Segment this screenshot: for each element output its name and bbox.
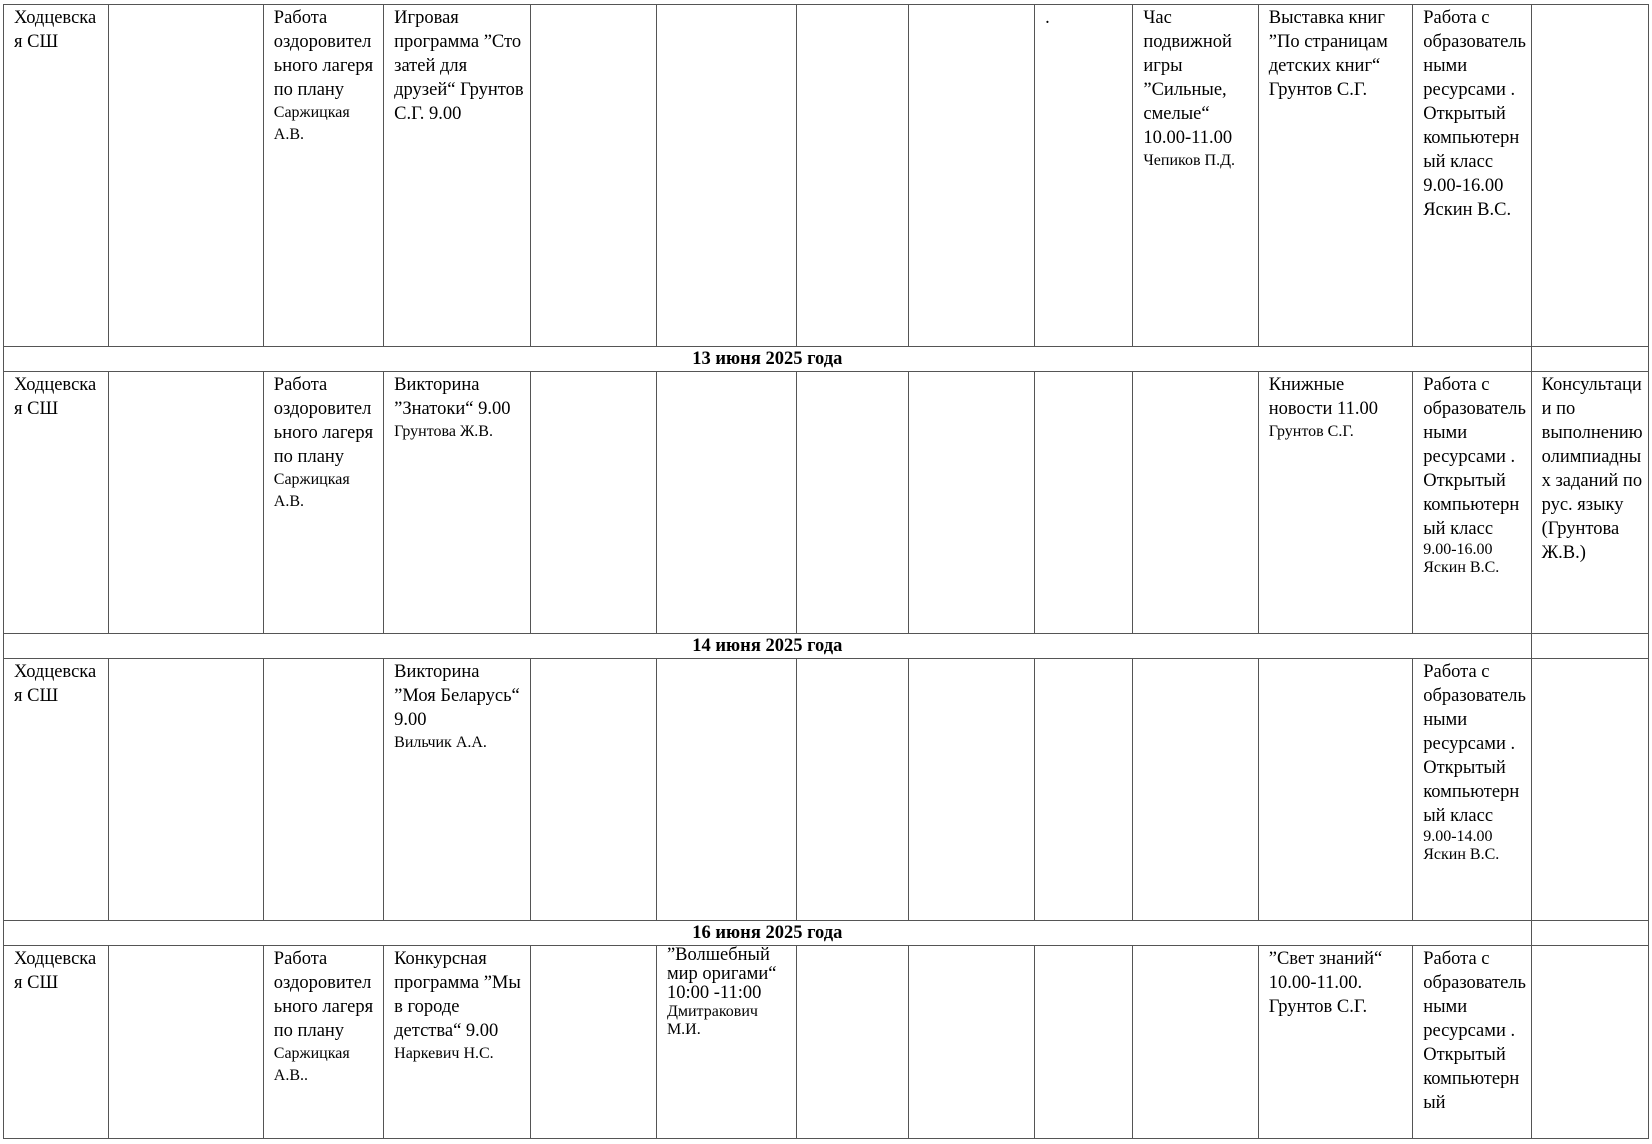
camp-cell: Работа оздоровительного лагеря по плану Саржицкая А.В. [263, 5, 383, 347]
empty-cell [797, 372, 908, 634]
empty-cell [1258, 659, 1412, 921]
school-cell: Ходцевская СШ [4, 5, 109, 347]
empty-cell [908, 659, 1034, 921]
empty-cell [1133, 372, 1258, 634]
empty-cell [797, 5, 908, 347]
computer-class-cell: Работа с образовательными ресурсами . Открытый компьютерный класс 9.00-16.00 Яскин В.С. [1413, 5, 1531, 347]
empty-cell [1035, 659, 1133, 921]
event-cell: Час подвижной игры ”Сильные, смелые“ 10.00-11.00 Чепиков П.Д. [1133, 5, 1258, 347]
library-cell: ”Свет знаний“ 10.00-11.00. Грунтов С.Г. [1258, 946, 1412, 1139]
empty-cell [109, 5, 263, 347]
date-heading: 13 июня 2025 года [4, 347, 1532, 372]
empty-cell [797, 659, 908, 921]
camp-cell: Работа оздоровительного лагеря по плану Саржицкая А.В. [263, 372, 383, 634]
school-cell: Ходцевская СШ [4, 372, 109, 634]
date-row [4, 347, 1649, 372]
empty-cell [530, 372, 656, 634]
table-row [4, 5, 1649, 347]
date-heading: 14 июня 2025 года [4, 634, 1532, 659]
origami-cell: ”Волшебный мир оригами“ 10:00 -11:00 Дмитракович М.И. [656, 946, 796, 1139]
empty-cell [908, 372, 1034, 634]
empty-cell [1133, 659, 1258, 921]
library-cell: Выставка книг ”По страницам детских книг“ Грунтов С.Г. [1258, 5, 1412, 347]
empty-cell [530, 659, 656, 921]
library-cell: Книжные новости 11.00 Грунтов С.Г. [1258, 372, 1412, 634]
schedule-table [3, 4, 1649, 1139]
empty-cell [109, 372, 263, 634]
empty-cell [1531, 659, 1648, 921]
empty-cell [1531, 634, 1648, 659]
empty-cell [1531, 5, 1648, 347]
date-heading: 16 июня 2025 года [4, 921, 1532, 946]
empty-cell [1531, 946, 1648, 1139]
computer-class-cell: Работа с образовательными ресурсами . Открытый компьютерный класс 9.00-14.00 Яскин В.С. [1413, 659, 1531, 921]
event-cell: Конкурсная программа ”Мы в городе детства“ 9.00 Наркевич Н.С. [384, 946, 530, 1139]
empty-cell [797, 946, 908, 1139]
table-row [4, 372, 1649, 634]
table-row [4, 659, 1649, 921]
dot-cell: . [1035, 5, 1133, 347]
school-cell: Ходцевская СШ [4, 659, 109, 921]
empty-cell [263, 659, 383, 921]
empty-cell [530, 946, 656, 1139]
empty-cell [1035, 946, 1133, 1139]
event-cell: Викторина ”Моя Беларусь“ 9.00 Вильчик А.А. [384, 659, 530, 921]
table-row [4, 946, 1649, 1139]
empty-cell [656, 659, 796, 921]
empty-cell [1531, 347, 1648, 372]
date-row [4, 634, 1649, 659]
empty-cell [908, 5, 1034, 347]
camp-cell: Работа оздоровительного лагеря по плану Саржицкая А.В.. [263, 946, 383, 1139]
empty-cell [1035, 372, 1133, 634]
empty-cell [530, 5, 656, 347]
event-cell: Игровая программа ”Сто затей для друзей“ Грунтов С.Г. 9.00 [384, 5, 530, 347]
empty-cell [1531, 921, 1648, 946]
empty-cell [109, 659, 263, 921]
computer-class-cell: Работа с образовательными ресурсами . Открытый компьютерный [1413, 946, 1531, 1139]
empty-cell [1133, 946, 1258, 1139]
empty-cell [656, 5, 796, 347]
date-row [4, 921, 1649, 946]
event-cell: Викторина ”Знатоки“ 9.00 Грунтова Ж.В. [384, 372, 530, 634]
consult-cell: Консультации по выполнению олимпиадных заданий по рус. языку (Грунтова Ж.В.) [1531, 372, 1648, 634]
empty-cell [109, 946, 263, 1139]
computer-class-cell: Работа с образовательными ресурсами . Открытый компьютерный класс 9.00-16.00 Яскин В.С. [1413, 372, 1531, 634]
empty-cell [908, 946, 1034, 1139]
school-cell: Ходцевская СШ [4, 946, 109, 1139]
empty-cell [656, 372, 796, 634]
